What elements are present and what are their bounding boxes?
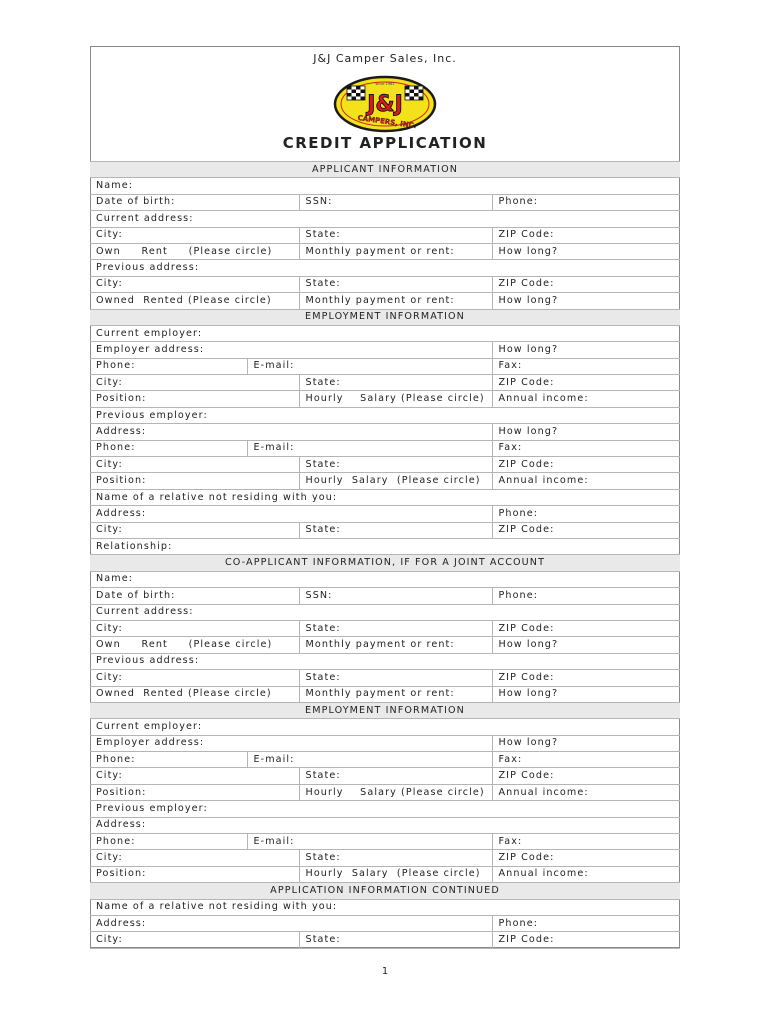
form-field[interactable]: Address: — [90, 424, 492, 440]
form-field[interactable]: State: — [299, 670, 492, 686]
form-field[interactable]: E-mail: — [247, 440, 492, 456]
form-row — [90, 473, 680, 489]
form-row — [90, 866, 680, 882]
form-field[interactable]: Current address: — [90, 211, 680, 227]
form-field[interactable]: Position: — [90, 473, 299, 489]
form-field[interactable]: Own Rent (Please circle) — [90, 243, 299, 259]
form-field[interactable]: Hourly Salary (Please circle) — [299, 391, 492, 407]
form-row — [90, 915, 680, 931]
form-field[interactable]: Name: — [90, 178, 680, 194]
section-title: EMPLOYMENT INFORMATION — [90, 309, 680, 325]
form-field[interactable]: Owned Rented (Please circle) — [90, 293, 299, 309]
form-field[interactable]: Relationship: — [90, 538, 680, 554]
form-row — [90, 522, 680, 538]
form-row — [90, 407, 680, 423]
form-field[interactable]: Position: — [90, 866, 299, 882]
form-row — [90, 604, 680, 620]
form-field[interactable]: Position: — [90, 391, 299, 407]
form-field[interactable]: Employer address: — [90, 735, 492, 751]
form-field[interactable]: Current employer: — [90, 325, 680, 341]
form-field[interactable]: Phone: — [492, 915, 680, 931]
company-name: J&J Camper Sales, Inc. — [313, 52, 457, 65]
form-field[interactable]: Fax: — [492, 752, 680, 768]
form-field[interactable]: Date of birth: — [90, 588, 299, 604]
form-field[interactable]: How long? — [492, 686, 680, 702]
svg-text:since 1982: since 1982 — [375, 82, 395, 86]
form-row — [90, 932, 680, 948]
form-row — [90, 834, 680, 850]
form-field[interactable]: Address: — [90, 915, 492, 931]
form-field[interactable]: Annual income: — [492, 391, 680, 407]
form-field[interactable]: ZIP Code: — [492, 375, 680, 391]
form-field[interactable]: Owned Rented (Please circle) — [90, 686, 299, 702]
form-field[interactable]: Hourly Salary (Please circle) — [299, 473, 492, 489]
form-field[interactable]: Fax: — [492, 358, 680, 374]
section-title: APPLICATION INFORMATION CONTINUED — [90, 883, 680, 899]
form-field[interactable]: Employer address: — [90, 342, 492, 358]
form-row — [90, 752, 680, 768]
section-header — [90, 555, 680, 571]
form-field[interactable]: Phone: — [492, 588, 680, 604]
form-row — [90, 194, 680, 210]
checkered-flag-icon-right — [405, 86, 423, 100]
form-field[interactable]: State: — [299, 457, 492, 473]
section-header — [90, 309, 680, 325]
form-field[interactable]: Date of birth: — [90, 194, 299, 210]
form-field[interactable]: Address: — [90, 817, 680, 833]
page-number: 1 — [381, 966, 389, 977]
form-field[interactable]: Fax: — [492, 440, 680, 456]
section-title: APPLICANT INFORMATION — [90, 162, 680, 178]
form-row — [90, 719, 680, 735]
section-header — [90, 702, 680, 718]
form-row — [90, 588, 680, 604]
form-row — [90, 850, 680, 866]
section-header — [90, 883, 680, 899]
form-field[interactable]: Monthly payment or rent: — [299, 243, 492, 259]
form-row — [90, 653, 680, 669]
form-field[interactable]: City: — [90, 768, 299, 784]
form-field[interactable]: ZIP Code: — [492, 276, 680, 292]
section-title: EMPLOYMENT INFORMATION — [90, 702, 680, 718]
form-row — [90, 784, 680, 800]
form-field[interactable]: Phone: — [90, 752, 247, 768]
form-field[interactable]: Hourly Salary (Please circle) — [299, 784, 492, 800]
form-field[interactable]: Address: — [90, 506, 492, 522]
form-field[interactable]: ZIP Code: — [492, 522, 680, 538]
form-row — [90, 375, 680, 391]
form-field[interactable]: ZIP Code: — [492, 850, 680, 866]
section-header — [90, 162, 680, 178]
form-field[interactable]: How long? — [492, 637, 680, 653]
form-field[interactable]: City: — [90, 227, 299, 243]
form-row — [90, 457, 680, 473]
form-field[interactable]: City: — [90, 620, 299, 636]
form-field[interactable]: How long? — [492, 424, 680, 440]
form-field[interactable]: ZIP Code: — [492, 227, 680, 243]
form-field[interactable]: City: — [90, 850, 299, 866]
section-title: CO-APPLICANT INFORMATION, IF FOR A JOINT ACCOUNT — [90, 555, 680, 571]
form-field[interactable]: Phone: — [492, 194, 680, 210]
form-field[interactable]: Current address: — [90, 604, 680, 620]
form-field[interactable]: How long? — [492, 342, 680, 358]
form-row — [90, 817, 680, 833]
form-field[interactable]: State: — [299, 620, 492, 636]
form-row — [90, 260, 680, 276]
form-field[interactable]: ZIP Code: — [492, 932, 680, 948]
form-row — [90, 899, 680, 915]
form-row — [90, 768, 680, 784]
form-row — [90, 424, 680, 440]
form-field[interactable]: Previous address: — [90, 653, 680, 669]
form-row — [90, 735, 680, 751]
form-field[interactable]: ZIP Code: — [492, 457, 680, 473]
form-row — [90, 571, 680, 587]
form-row — [90, 670, 680, 686]
form-row — [90, 276, 680, 292]
form-field[interactable]: E-mail: — [247, 752, 492, 768]
form-field[interactable]: Annual income: — [492, 866, 680, 882]
form-field[interactable]: Phone: — [90, 834, 247, 850]
form-field[interactable]: Phone: — [90, 440, 247, 456]
form-field[interactable]: City: — [90, 276, 299, 292]
form-field[interactable]: Name of a relative not residing with you: — [90, 899, 680, 915]
form-field[interactable]: How long? — [492, 243, 680, 259]
form-row — [90, 227, 680, 243]
form-row — [90, 391, 680, 407]
form-field[interactable]: State: — [299, 276, 492, 292]
form-field[interactable]: State: — [299, 227, 492, 243]
form-field[interactable]: ZIP Code: — [492, 620, 680, 636]
form-field[interactable]: Monthly payment or rent: — [299, 293, 492, 309]
page-title: CREDIT APPLICATION — [282, 134, 488, 152]
form-field[interactable]: Hourly Salary (Please circle) — [299, 866, 492, 882]
form-row — [90, 801, 680, 817]
form-field[interactable]: Previous employer: — [90, 407, 680, 423]
form-field[interactable]: City: — [90, 522, 299, 538]
form-row — [90, 506, 680, 522]
form-field[interactable]: ZIP Code: — [492, 768, 680, 784]
form-field[interactable]: ZIP Code: — [492, 670, 680, 686]
form-row — [90, 637, 680, 653]
form-field[interactable]: Fax: — [492, 834, 680, 850]
form-field[interactable]: Annual income: — [492, 473, 680, 489]
form-field[interactable]: State: — [299, 522, 492, 538]
form-field[interactable]: State: — [299, 850, 492, 866]
form-field[interactable]: Name of a relative not residing with you: — [90, 489, 680, 505]
form-field[interactable]: Own Rent (Please circle) — [90, 637, 299, 653]
form-field[interactable]: State: — [299, 768, 492, 784]
form-field[interactable]: Current employer: — [90, 719, 680, 735]
form-row — [90, 489, 680, 505]
form-field[interactable]: How long? — [492, 735, 680, 751]
svg-text:CAMPERS, INC.: CAMPERS, INC. — [357, 113, 417, 131]
form-field[interactable]: State: — [299, 375, 492, 391]
svg-text:J&J: J&J — [367, 92, 403, 117]
form-field[interactable]: City: — [90, 457, 299, 473]
form-field[interactable]: Monthly payment or rent: — [299, 686, 492, 702]
form-field[interactable]: E-mail: — [247, 834, 492, 850]
form-field[interactable]: City: — [90, 932, 299, 948]
form-field[interactable]: Phone: — [492, 506, 680, 522]
form-row — [90, 325, 680, 341]
form-row — [90, 538, 680, 554]
form-field[interactable]: City: — [90, 670, 299, 686]
form-field[interactable]: State: — [299, 932, 492, 948]
form-field[interactable]: Monthly payment or rent: — [299, 637, 492, 653]
checkered-flag-icon-left — [347, 86, 365, 100]
company-logo — [333, 74, 437, 134]
form-field[interactable]: Position: — [90, 784, 299, 800]
form-row — [90, 211, 680, 227]
form-row — [90, 178, 680, 194]
form-field[interactable]: City: — [90, 375, 299, 391]
form-row — [90, 358, 680, 374]
form-field[interactable]: Phone: — [90, 358, 247, 374]
credit-application-form — [90, 161, 680, 949]
form-field[interactable]: SSN: — [299, 588, 492, 604]
form-row — [90, 342, 680, 358]
form-field[interactable]: Name: — [90, 571, 680, 587]
form-field[interactable]: E-mail: — [247, 358, 492, 374]
form-field[interactable]: SSN: — [299, 194, 492, 210]
form-row — [90, 620, 680, 636]
form-row — [90, 243, 680, 259]
form-row — [90, 293, 680, 309]
form-row — [90, 686, 680, 702]
form-row — [90, 440, 680, 456]
form-field[interactable]: How long? — [492, 293, 680, 309]
form-field[interactable]: Previous employer: — [90, 801, 680, 817]
form-field[interactable]: Previous address: — [90, 260, 680, 276]
form-field[interactable]: Annual income: — [492, 784, 680, 800]
